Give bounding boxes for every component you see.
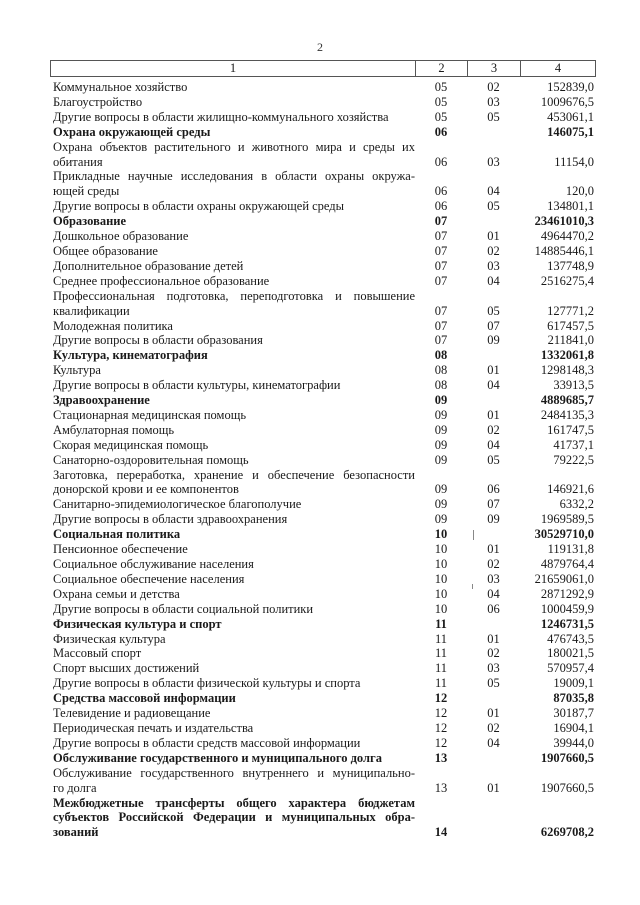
table-row	[50, 453, 596, 468]
row-amount: 1009676,5	[540, 94, 594, 109]
row-section-code: 08	[434, 363, 448, 378]
row-subsection-code: 05	[487, 676, 500, 691]
row-amount: 476743,5	[547, 631, 594, 646]
row-amount: 127771,2	[547, 303, 594, 318]
row-name	[50, 95, 415, 110]
row-name	[50, 796, 415, 841]
table-row	[50, 274, 596, 289]
row-name	[50, 632, 415, 647]
row-subsection-code: 03	[487, 661, 500, 676]
row-section-code: 09	[434, 482, 448, 497]
row-name-line: Стационарная медицинская помощь	[53, 407, 247, 422]
table-row	[50, 557, 596, 572]
row-name-line: Другие вопросы в области образования	[53, 333, 263, 348]
table-row	[50, 199, 596, 214]
row-subsection-code: 02	[487, 422, 500, 437]
row-section-code: 13	[434, 780, 448, 795]
row-name-line: Другие вопросы в области средств массовой информации	[53, 735, 361, 750]
table-row	[50, 229, 596, 244]
row-name	[50, 333, 415, 348]
row-amount: 211841,0	[547, 333, 594, 348]
row-name-line: Скорая медицинская помощь	[53, 437, 209, 452]
row-amount: 1298148,3	[540, 363, 594, 378]
row-name	[50, 80, 415, 95]
row-name-line: Физическая культура	[53, 631, 166, 646]
table-header-row	[50, 60, 596, 77]
row-amount: 30529710,0	[534, 527, 594, 542]
row-amount: 4964470,2	[540, 229, 594, 244]
row-name	[50, 393, 415, 408]
row-section-code: 07	[434, 318, 448, 333]
row-name	[50, 527, 415, 542]
table-row	[50, 125, 596, 140]
row-amount: 21659061,0	[534, 571, 594, 586]
row-amount: 180021,5	[547, 646, 594, 661]
row-name-line: Заготовка, переработка, хранение и обеспечение безопасности	[53, 467, 415, 482]
row-name-line: Другие вопросы в области охраны окружающей среды	[53, 199, 345, 214]
row-name-line: Амбулаторная помощь	[53, 422, 175, 437]
row-amount: 4889685,7	[540, 393, 594, 408]
row-amount: 30187,7	[553, 706, 594, 721]
row-amount: 19009,1	[553, 676, 594, 691]
row-subsection-code: 02	[487, 80, 500, 94]
row-subsection-code: 03	[487, 571, 500, 586]
row-amount: 23461010,3	[534, 214, 594, 229]
row-name-line: Культура, кинематография	[53, 348, 208, 363]
row-section-code: 08	[434, 348, 448, 363]
table-row	[50, 706, 596, 721]
table-row	[50, 527, 596, 542]
row-section-code: 12	[434, 735, 448, 750]
table-row	[50, 602, 596, 617]
row-name	[50, 691, 415, 706]
row-name	[50, 572, 415, 587]
row-name-line: Социальное обеспечение населения	[53, 571, 245, 586]
row-section-code: 06	[434, 154, 448, 169]
row-amount: 2484135,3	[540, 407, 594, 422]
row-name	[50, 751, 415, 766]
row-section-code: 08	[434, 378, 448, 393]
row-section-code: 10	[434, 542, 448, 557]
row-name	[50, 438, 415, 453]
row-section-code: 07	[434, 214, 448, 229]
table-row	[50, 319, 596, 334]
row-name	[50, 378, 415, 393]
row-name-line: квалификации	[53, 303, 130, 318]
row-amount: 6269708,2	[540, 825, 594, 840]
table-row	[50, 751, 596, 766]
row-name	[50, 468, 415, 498]
table-row	[50, 259, 596, 274]
row-subsection-code: 04	[487, 184, 500, 199]
table-row	[50, 676, 596, 691]
row-section-code: 10	[434, 586, 448, 601]
table-row	[50, 80, 596, 95]
row-section-code: 09	[434, 437, 448, 452]
row-name-line: Межбюджетные трансферты общего характера бюджетам	[53, 795, 415, 810]
row-amount: 152839,0	[547, 80, 594, 94]
row-amount: 146921,6	[547, 482, 594, 497]
row-name	[50, 453, 415, 468]
row-name-line: обитания	[53, 154, 103, 169]
row-name-line: Благоустройство	[53, 94, 143, 109]
row-name-line: Образование	[53, 214, 127, 229]
row-section-code: 09	[434, 512, 448, 527]
row-amount: 1907660,5	[540, 750, 594, 765]
scan-mark	[473, 530, 474, 540]
row-name-line: ющей среды	[53, 184, 120, 199]
row-amount: 1969589,5	[540, 512, 594, 527]
row-subsection-code: 05	[487, 109, 500, 124]
row-name-line: го долга	[53, 780, 97, 795]
row-amount: 570957,4	[547, 661, 594, 676]
row-subsection-code: 01	[487, 631, 500, 646]
header-col-3: 3	[468, 61, 521, 76]
row-section-code: 10	[434, 527, 448, 542]
row-subsection-code: 04	[487, 735, 500, 750]
table-row	[50, 721, 596, 736]
row-name	[50, 259, 415, 274]
row-name	[50, 512, 415, 527]
row-name-line: Санаторно-оздоровительная помощь	[53, 452, 249, 467]
row-name-line: Средства массовой информации	[53, 691, 236, 706]
row-name-line: Охрана окружающей среды	[53, 124, 211, 139]
row-name-line: Другие вопросы в области физической культуры и спорта	[53, 676, 361, 691]
row-section-code: 11	[434, 646, 448, 661]
row-name	[50, 587, 415, 602]
row-subsection-code: 02	[487, 646, 500, 661]
row-section-code: 07	[434, 273, 448, 288]
row-subsection-code: 04	[487, 586, 500, 601]
row-name-line: Молодежная политика	[53, 318, 173, 333]
row-amount: 137748,9	[547, 258, 594, 273]
row-name-line: донорской крови и ее компонентов	[53, 482, 239, 497]
row-name-line: Обслуживание государственного внутреннего и муниципально-	[53, 765, 415, 780]
row-subsection-code: 09	[487, 333, 500, 348]
row-name-line: Спорт высших достижений	[53, 661, 200, 676]
row-subsection-code: 01	[487, 706, 500, 721]
row-name-line: зований	[53, 825, 99, 840]
row-name	[50, 348, 415, 363]
row-name-line: Общее образование	[53, 243, 158, 258]
table-row	[50, 408, 596, 423]
row-subsection-code: 06	[487, 482, 500, 497]
table-row	[50, 214, 596, 229]
table-row	[50, 333, 596, 348]
row-amount: 6332,2	[559, 497, 594, 512]
row-name-line: Профессиональная подготовка, переподготовка и повышение	[53, 288, 415, 303]
row-section-code: 07	[434, 229, 448, 244]
table-row	[50, 542, 596, 557]
header-col-4: 4	[554, 61, 562, 75]
row-amount: 79222,5	[553, 452, 594, 467]
row-subsection-code: 01	[487, 542, 500, 557]
table-row	[50, 617, 596, 632]
row-subsection-code: 07	[487, 318, 500, 333]
row-section-code: 06	[434, 124, 448, 139]
row-section-code: 07	[434, 303, 448, 318]
row-section-code: 10	[434, 571, 448, 586]
table-row	[50, 378, 596, 393]
table-body	[50, 80, 596, 840]
row-name-line: Здравоохранение	[53, 393, 150, 408]
row-section-code: 11	[435, 616, 447, 631]
row-name	[50, 646, 415, 661]
row-name-line: Дополнительное образование детей	[53, 258, 244, 273]
row-name-line: Физическая культура и спорт	[53, 616, 222, 631]
row-name	[50, 274, 415, 289]
row-amount: 16904,1	[553, 720, 594, 735]
row-section-code: 06	[434, 199, 448, 214]
row-name-line: Прикладные научные исследования в области охраны окружа-	[53, 169, 415, 184]
row-name-line: Дошкольное образование	[53, 229, 189, 244]
table-row	[50, 796, 596, 841]
row-name	[50, 706, 415, 721]
row-name-line: Социальное обслуживание населения	[53, 557, 254, 571]
row-subsection-code: 05	[487, 199, 500, 214]
row-amount: 1332061,8	[540, 348, 594, 363]
table-row	[50, 95, 596, 110]
row-name	[50, 676, 415, 691]
row-name	[50, 214, 415, 229]
row-name-line: Охрана семьи и детства	[53, 586, 180, 601]
row-subsection-code: 04	[487, 437, 500, 452]
table-row	[50, 244, 596, 259]
row-name-line: Массовый спорт	[53, 646, 142, 661]
row-section-code: 10	[434, 557, 448, 571]
row-amount: 161747,5	[547, 422, 594, 437]
row-name	[50, 229, 415, 244]
row-name	[50, 542, 415, 557]
row-section-code: 11	[434, 661, 448, 676]
row-amount: 134801,1	[547, 199, 594, 214]
row-subsection-code: 06	[487, 601, 500, 616]
row-name-line: Телевидение и радиовещание	[53, 706, 211, 721]
row-section-code: 10	[434, 601, 448, 616]
row-section-code: 12	[434, 691, 448, 706]
row-name	[50, 169, 415, 199]
row-amount: 120,0	[565, 184, 594, 199]
row-name-line: Социальная политика	[53, 527, 181, 542]
table-row	[50, 169, 596, 199]
row-subsection-code: 03	[487, 94, 500, 109]
row-amount: 2871292,9	[540, 586, 594, 601]
row-amount: 119131,8	[547, 542, 594, 557]
row-amount: 33913,5	[553, 378, 594, 393]
row-amount: 1000459,9	[540, 601, 594, 616]
row-name-line: Другие вопросы в области жилищно-коммунального хозяйства	[53, 109, 389, 124]
row-subsection-code: 02	[487, 243, 500, 258]
row-section-code: 14	[434, 825, 448, 840]
row-subsection-code: 05	[487, 452, 500, 467]
table-row	[50, 691, 596, 706]
row-name-line: Культура	[53, 363, 101, 378]
budget-table	[50, 60, 596, 840]
row-name	[50, 244, 415, 259]
table-row	[50, 468, 596, 498]
row-name-line: Другие вопросы в области культуры, кинематографии	[53, 378, 341, 393]
row-amount: 14885446,1	[534, 243, 594, 258]
row-subsection-code: 01	[487, 229, 500, 244]
row-name	[50, 363, 415, 378]
header-col-1: 1	[51, 61, 416, 76]
row-name	[50, 721, 415, 736]
row-name-line: Обслуживание государственного и муниципального долга	[53, 750, 382, 765]
row-amount: 1907660,5	[540, 780, 594, 795]
table-row	[50, 766, 596, 796]
row-amount: 146075,1	[547, 124, 594, 139]
row-amount: 1246731,5	[540, 616, 594, 631]
table-row	[50, 348, 596, 363]
row-name	[50, 140, 415, 170]
row-name-line: Санитарно-эпидемиологическое благополучие	[53, 497, 302, 512]
row-name	[50, 110, 415, 125]
row-section-code: 07	[434, 258, 448, 273]
row-name	[50, 661, 415, 676]
row-amount: 39944,0	[553, 735, 594, 750]
row-section-code: 11	[434, 676, 448, 691]
row-section-code: 09	[434, 407, 448, 422]
row-amount: 4879764,4	[540, 557, 594, 571]
table-row	[50, 140, 596, 170]
row-name	[50, 736, 415, 751]
row-name	[50, 319, 415, 334]
row-amount: 11154,0	[554, 154, 594, 169]
table-row	[50, 110, 596, 125]
row-subsection-code: 04	[487, 378, 500, 393]
table-row	[50, 646, 596, 661]
table-row	[50, 393, 596, 408]
scan-mark	[472, 584, 473, 589]
row-subsection-code: 01	[487, 363, 500, 378]
header-col-2: 2	[416, 61, 468, 76]
row-section-code: 09	[434, 452, 448, 467]
row-section-code: 12	[434, 706, 448, 721]
table-row	[50, 572, 596, 587]
row-subsection-code: 03	[487, 258, 500, 273]
table-row	[50, 587, 596, 602]
table-row	[50, 632, 596, 647]
row-name	[50, 617, 415, 632]
row-amount: 87035,8	[553, 691, 594, 706]
table-row	[50, 661, 596, 676]
row-section-code: 12	[434, 720, 448, 735]
row-name-line: Охрана объектов растительного и животного мира и среды их	[53, 139, 415, 154]
row-subsection-code: 03	[487, 154, 500, 169]
row-section-code: 09	[434, 393, 448, 408]
row-subsection-code: 02	[487, 720, 500, 735]
row-name	[50, 125, 415, 140]
row-subsection-code: 01	[487, 407, 500, 422]
table-row	[50, 289, 596, 319]
table-row	[50, 438, 596, 453]
row-amount: 617457,5	[547, 318, 594, 333]
row-section-code: 06	[434, 184, 448, 199]
row-name	[50, 557, 415, 572]
row-section-code: 05	[434, 80, 448, 94]
row-name-line: субъектов Российской Федерации и муниципальных обра-	[53, 810, 415, 825]
row-amount: 41737,1	[553, 437, 594, 452]
row-subsection-code: 09	[487, 512, 500, 527]
row-section-code: 09	[434, 497, 448, 512]
table-row	[50, 736, 596, 751]
row-name	[50, 602, 415, 617]
row-name-line: Периодическая печать и издательства	[53, 720, 254, 735]
row-name	[50, 423, 415, 438]
row-subsection-code: 04	[487, 273, 500, 288]
row-section-code: 07	[434, 333, 448, 348]
table-row	[50, 423, 596, 438]
table-row	[50, 512, 596, 527]
row-subsection-code: 01	[487, 780, 500, 795]
page-number: 2	[317, 40, 323, 54]
row-subsection-code: 07	[487, 497, 500, 512]
row-section-code: 13	[434, 750, 448, 765]
row-section-code: 11	[434, 631, 448, 646]
row-name	[50, 766, 415, 796]
row-name-line: Пенсионное обеспечение	[53, 542, 188, 557]
row-subsection-code: 02	[487, 557, 500, 571]
row-name-line: Коммунальное хозяйство	[53, 80, 188, 94]
row-subsection-code: 05	[487, 303, 500, 318]
row-section-code: 07	[434, 243, 448, 258]
row-name	[50, 497, 415, 512]
row-section-code: 05	[434, 94, 448, 109]
row-name-line: Среднее профессиональное образование	[53, 273, 270, 288]
row-name	[50, 408, 415, 423]
row-name-line: Другие вопросы в области социальной политики	[53, 601, 314, 616]
row-name	[50, 199, 415, 214]
row-amount: 2516275,4	[540, 273, 594, 288]
row-section-code: 09	[434, 422, 448, 437]
table-row	[50, 363, 596, 378]
row-amount: 453061,1	[547, 109, 594, 124]
row-section-code: 05	[434, 109, 448, 124]
table-row	[50, 497, 596, 512]
row-name-line: Другие вопросы в области здравоохранения	[53, 512, 288, 527]
row-name	[50, 289, 415, 319]
